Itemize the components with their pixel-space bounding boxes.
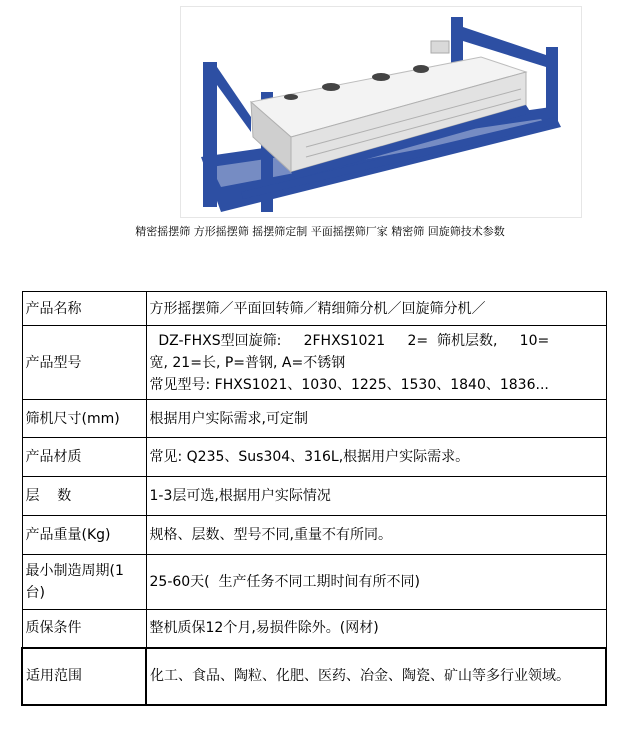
row-label: 产品重量(Kg) <box>22 516 146 555</box>
photo-caption: 精密摇摆筛 方形摇摆筛 摇摆筛定制 平面摇摆筛厂家 精密筛 回旋筛技术参数 <box>135 225 505 238</box>
row-value: 化工、食品、陶粒、化肥、医药、冶金、陶瓷、矿山等多行业领域。 <box>146 648 606 705</box>
row-value <box>146 326 606 400</box>
table-row <box>22 326 606 400</box>
row-label: 产品材质 <box>22 438 146 477</box>
row-value: 1-3层可选,根据用户实际情况 <box>146 477 606 516</box>
row-value: 整机质保12个月,易损件除外。(网材) <box>146 610 606 648</box>
table-row <box>22 516 606 555</box>
table-row <box>22 400 606 438</box>
table-row <box>22 610 606 648</box>
row-label: 适用范围 <box>22 648 146 705</box>
row-value: 常见: Q235、Sus304、316L,根据用户实际需求。 <box>146 438 606 477</box>
row-label: 筛机尺寸(mm) <box>22 400 146 438</box>
row-label: 层 数 <box>22 477 146 516</box>
table-row <box>22 648 606 705</box>
table-row <box>22 438 606 477</box>
row-value: 规格、层数、型号不同,重量不有所同。 <box>146 516 606 555</box>
row-label: 质保条件 <box>22 610 146 648</box>
value-line: 常见型号: FHXS1021、1030、1225、1530、1840、1836... <box>149 376 549 393</box>
value-line: DZ-FHXS型回旋筛: 2FHXS1021 2= 筛机层数, 10= <box>149 332 550 349</box>
product-photo <box>180 6 582 218</box>
row-value: 根据用户实际需求,可定制 <box>146 400 606 438</box>
sieve-machine-illustration <box>181 7 581 217</box>
row-label: 最小制造周期(1台) <box>22 555 146 610</box>
spec-table <box>21 291 607 706</box>
value-line: 宽, 21=长, P=普钢, A=不锈钢 <box>149 354 346 371</box>
row-label: 产品名称 <box>22 292 146 326</box>
row-label: 产品型号 <box>22 326 146 400</box>
table-row <box>22 477 606 516</box>
row-value: 方形摇摆筛／平面回转筛／精细筛分机／回旋筛分机／ <box>146 292 606 326</box>
table-row <box>22 555 606 610</box>
row-value: 25-60天( 生产任务不同工期时间有所不同) <box>146 555 606 610</box>
table-row <box>22 292 606 326</box>
